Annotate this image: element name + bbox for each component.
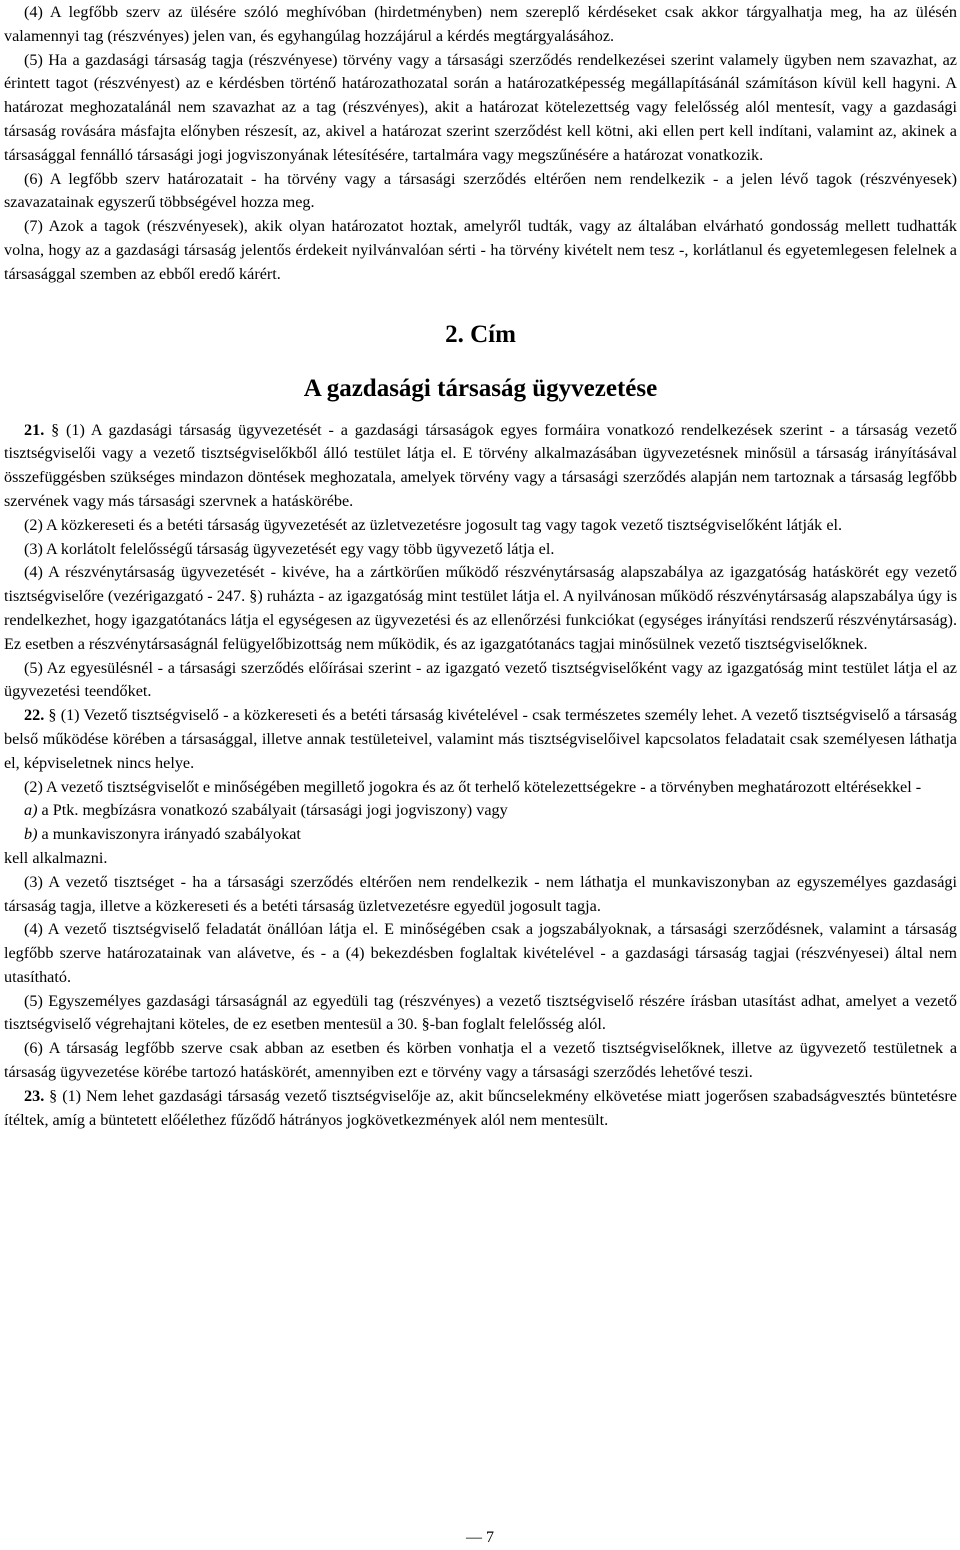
- section-23-number: 23.: [24, 1086, 45, 1105]
- list-item-a-letter: a): [24, 801, 38, 820]
- section-21-paragraph-1: [4, 419, 957, 514]
- list-item-b-letter: b): [24, 825, 38, 844]
- section-23-text-1: § (1) Nem lehet gazdasági társaság vezető tisztségviselője az, akit bűncselekmény elkövetése miatt jogerősen szabadságvesztés büntetésre ítéltek, amíg a büntetett előélethez fűződő hátrányos jogkövetkezmények alól nem mentesült.: [4, 1086, 957, 1129]
- heading-spacer: [4, 407, 957, 419]
- section-22-paragraph-3: (3) A vezető tisztséget - ha a társasági szerződés eltérően nem rendelkezik - nem láthatja el munkaviszonyban az egyszemélyes gazdasági társaság tagja, illetve a közkereseti és a betéti társaság üzletvezetésre egyedül jogosult tagja.: [4, 872, 957, 915]
- section-21-text-1: § (1) A gazdasági társaság ügyvezetését - a gazdasági társaságok egyes formáira vonatkozó rendelkezések szerint - a társaság vezető tisztségviselői vagy a vezető tisztségviselőkből álló testület látja el. E törvény alkalmazásában ügyvezetésnek minősül a társaság irányításával összefüggésben szükséges mindazon döntések meghozatala, amelyek törvény vagy a társasági szerződés alapján nem tartoznak a társaság legfőbb szervének vagy más társasági szervnek a hatáskörébe.: [4, 420, 957, 510]
- list-item-b: [4, 823, 957, 847]
- list-item-a-text: a Ptk. megbízásra vonatkozó szabályait (társasági jogi jogviszony) vagy: [41, 801, 508, 820]
- section-23-paragraph-1: [4, 1085, 957, 1133]
- section-21-number: 21.: [24, 420, 45, 439]
- section-21-paragraph-5: (5) Az egyesülésnél - a társasági szerződés előírásai szerint - az igazgató vezető tisztségviselőként vagy az igazgatóság mint testület látja el az ügyvezetési teendőket.: [4, 658, 957, 701]
- paragraph-4: (4) A legfőbb szerv az ülésére szóló meghívóban (hirdetményben) nem szereplő kérdéseket csak akkor tárgyalhatja meg, ha az ülésén valamennyi tag (részvényes) jelen van, és egyhangúlag hozzájárul a kérdés megtárgyalásához.: [4, 3, 957, 45]
- section-22-paragraph-2: (2) A vezető tisztségviselőt e minőségében megillető jogokra és az őt terhelő kötelezettségekre - a törvényben meghatározott eltérésekkel -: [24, 777, 922, 796]
- paragraph-7: (7) Azok a tagok (részvényesek), akik olyan határozatot hoztak, amelyről tudták, vagy az általában elvárható gondosság mellett tudhatták volna, hogy az a gazdasági társaság jelentős érdekeit nyilvánvalóan sérti - ha törvény kivételt nem tesz -, korlátlanul és egyetemlegesen felelnek a társasággal szemben az ebből eredő kárért.: [4, 217, 957, 283]
- section-22-paragraph-5: (5) Egyszemélyes gazdasági társaságnál az egyedüli tag (részvényes) a vezető tisztségviselő részére írásban utasítást adhat, amelyet a vezető tisztségviselő végrehajtani köteles, de ez esetben mentesül a 30. §-ban foglalt felelősség alól.: [4, 991, 957, 1034]
- section-22-paragraph-6: (6) A társaság legfőbb szerve csak abban az esetben és körben vonhatja el a vezető tisztségviselőknek, illetve az ügyvezető testületnek a társaság ügyvezetése körébe tartozó hatáskörét, amennyiben ezt e törvény vagy a társasági szerződés lehetővé teszi.: [4, 1039, 957, 1082]
- section-22-paragraph-2-end: kell alkalmazni.: [4, 848, 108, 867]
- chapter-heading: A gazdasági társaság ügyvezetése: [303, 374, 658, 402]
- section-22-text-1: § (1) Vezető tisztségviselő - a közkereseti és a betéti társaság kivételével - csak természetes személy lehet. A vezető tisztségviselő a társaság belső működése körében a társasággal, illetve annak testületeivel, valamint más tisztségviselőivel kapcsolatos feladatait csak személyesen láthatja el, képviseletnek nincs helye.: [4, 706, 958, 772]
- paragraph-5: (5) Ha a gazdasági társaság tagja (részvényese) törvény vagy a társasági szerződés rendelkezései szerint valamely ügyben nem szavazhat, az érintett tagot (részvényest) az e kérdésben történő határozathozatal során a határozatképesség megállapításánál számításon kívül kell hagyni. A határozat meghozatalánál nem szavazhat az a tag (részvényes), akit a határozat kötelezettség vagy felelősség alól mentesít, vagy a gazdasági társaság rovására másfajta előnyben részesít, az, akivel a határozat szerint szerződést kell kötni, aki ellen pert kell indítani, valamint az, akinek a társasággal fennálló társasági jogi jogviszonyának létesítésére, tartalmára vagy megszűnésére a határozat vonatkozik.: [4, 50, 957, 164]
- section-22-paragraph-4: (4) A vezető tisztségviselő feladatát önállóan látja el. E minőségében csak a jogszabályoknak, a társasági szerződésnek, valamint a társaság legfőbb szerve határozatainak van alávetve, és - a (4) bekezdésben foglaltak kivételével - a gazdasági társaság tagjai (részvényesei) által nem utasítható.: [4, 920, 957, 986]
- section-22-number: 22.: [24, 706, 45, 725]
- page-number: 7: [486, 1529, 494, 1546]
- paragraph-6: (6) A legfőbb szerv határozatait - ha törvény vagy a társasági szerződés eltérően nem rendelkezik - a jelen lévő tagok (részvényesek) szavazatainak egyszerű többségével hozza meg.: [4, 169, 957, 212]
- section-21-paragraph-4: (4) A részvénytársaság ügyvezetését - kivéve, ha a zártkörűen működő részvénytársaság alapszabálya az igazgatóság hatáskörét egy vezető tisztségviselőre (vezérigazgató - 247. §) ruházta - az igazgatóság mint testület látja el. A nyilvánosan működő részvénytársaság alapszabálya úgy is rendelkezhet, hogy igazgatótanács látja el egységesen az ügyvezetési és az ellenőrzési funkciókat (egységes irányítási rendszerű részvénytársaság). Ez esetben a részvénytársaságnál felügyelőbizottság nem működik, és az igazgatótanács tagjai minősülnek vezető tisztségviselőknek.: [4, 563, 957, 653]
- chapter-number: 2. Cím: [445, 320, 516, 348]
- section-21-paragraph-2: (2) A közkereseti és a betéti társaság ügyvezetését az üzletvezetésre jogosult tag vagy tagok vezető tisztségviselőként látják el.: [24, 515, 843, 534]
- list-item-b-text: a munkaviszonyra irányadó szabályokat: [41, 825, 301, 844]
- footer-dash: —: [466, 1529, 482, 1546]
- document-page: [4, 0, 957, 1132]
- list-item-a: [4, 799, 957, 823]
- section-22-paragraph-1: [4, 704, 957, 775]
- page-footer: [0, 1528, 960, 1548]
- section-21-paragraph-3: (3) A korlátolt felelősségű társaság ügyvezetését egy vagy több ügyvezető látja el.: [24, 539, 555, 558]
